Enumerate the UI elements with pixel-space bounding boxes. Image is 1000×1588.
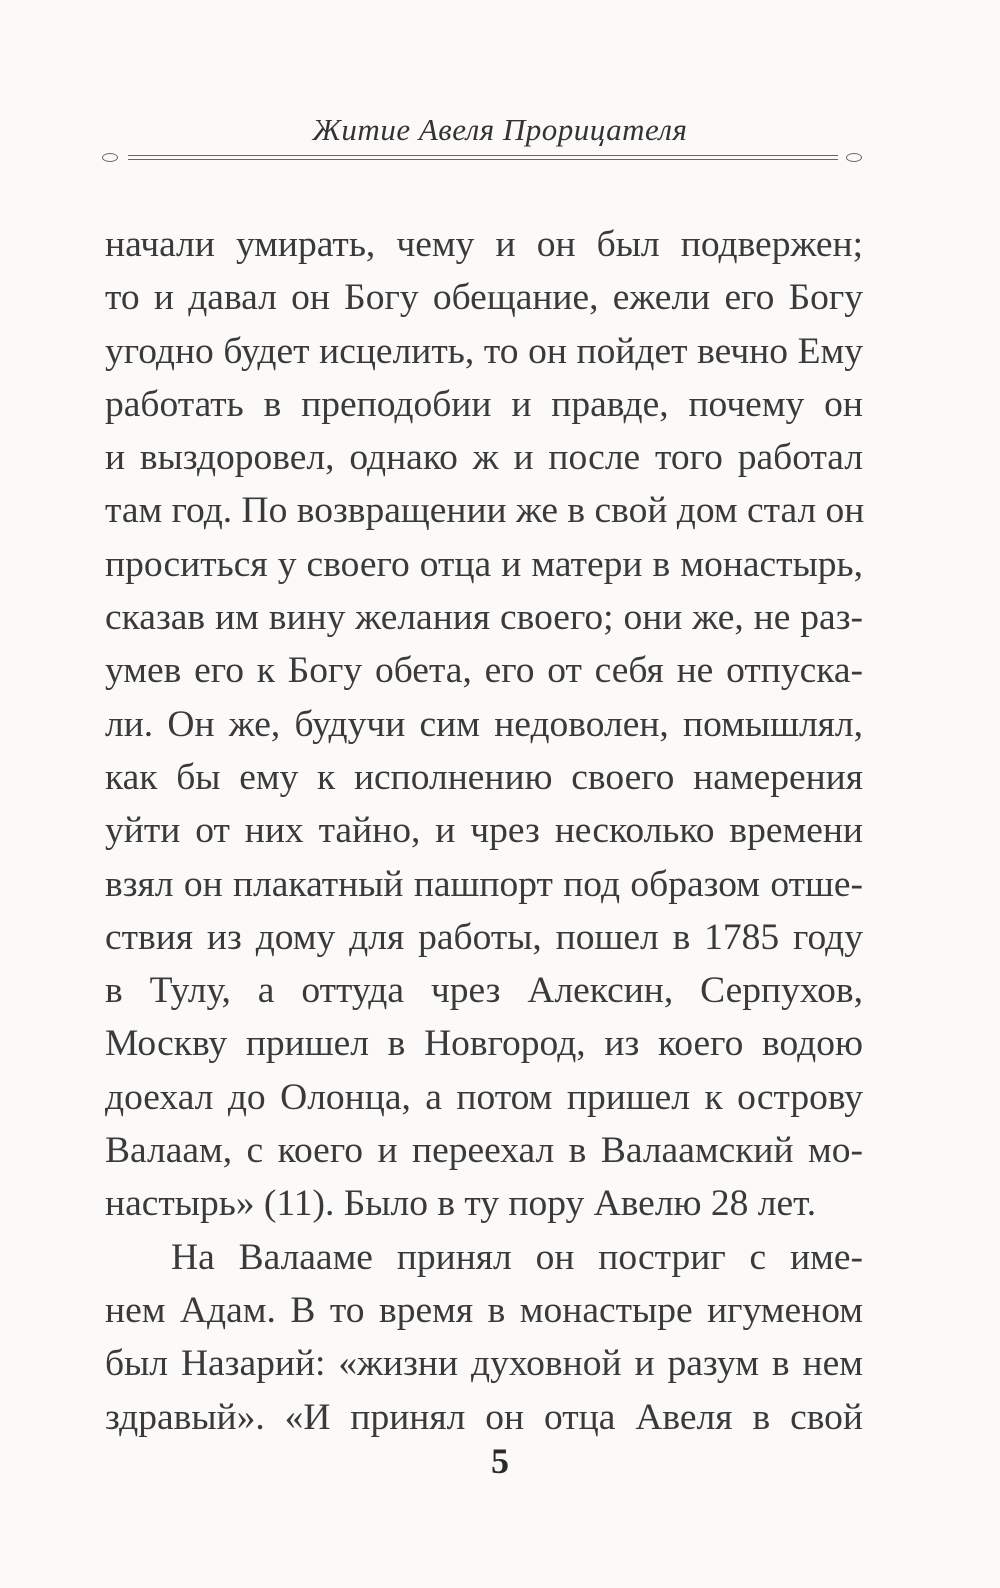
text-line: и выздоровел, однако ж и после того работал [105, 437, 863, 479]
ornament-right-icon [846, 153, 862, 162]
text-line: настырь» (11). Было в ту пору Авелю 28 лет. [105, 1183, 817, 1225]
ornament-left-icon [102, 153, 118, 162]
text-line: ствия из дому для работы, пошел в 1785 году [105, 916, 863, 958]
text-line: работать в преподобии и правде, почему он [105, 383, 863, 425]
text-line: ли. Он же, будучи сим недоволен, помышлял, [105, 703, 863, 745]
text-line: уйти от них тайно, и чрез несколько времени [105, 810, 863, 852]
text-line: взял он плакатный пашпорт под образом отше- [105, 863, 863, 905]
page-number: 5 [491, 1441, 509, 1481]
running-header: Житие Авеля Прорицателя [312, 112, 688, 147]
text-line: нем Адам. В то время в монастыре игуменом [105, 1289, 863, 1331]
text-line: умев его к Богу обета, его от себя не отпуска- [105, 650, 863, 692]
text-line: На Валааме принял он постриг с име- [171, 1236, 863, 1278]
text-line: то и давал он Богу обещание, ежели его Богу [105, 277, 863, 319]
text-line: здравый». «И принял он отца Авеля в свой [105, 1396, 863, 1438]
text-line: был Назарий: «жизни духовной и разум в нем [105, 1343, 863, 1385]
body-text [105, 218, 863, 1444]
text-line: начали умирать, чему и он был подвержен; [105, 224, 863, 265]
text-line: как бы ему к исполнению своего намерения [105, 756, 863, 798]
text-line: там год. По возвращении же в свой дом стал он [105, 490, 865, 532]
text-line: доехал до Олонца, а потом пришел к острову [105, 1076, 863, 1118]
text-line: Москву пришел в Новгород, из коего водою [105, 1023, 863, 1065]
text-line: Валаам, с коего и переехал в Валаамский мо- [105, 1130, 863, 1172]
text-line: угодно будет исцелить, то он пойдет вечно Ему [105, 330, 863, 372]
header-rule [128, 155, 838, 160]
text-line: сказав им вину желания своего; они же, не раз- [105, 597, 863, 639]
text-line: в Тулу, а оттуда чрез Алексин, Серпухов, [105, 970, 863, 1012]
text-line: проситься у своего отца и матери в монастырь, [105, 543, 863, 585]
